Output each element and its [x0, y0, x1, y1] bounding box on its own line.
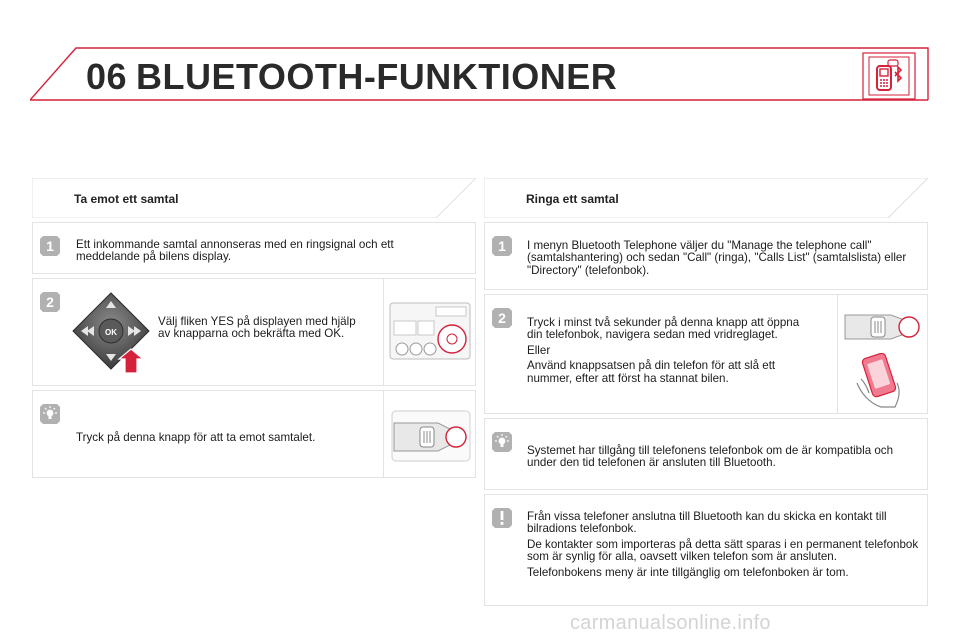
right-step-1-text: I menyn Bluetooth Telephone väljer du "Manage the telephone call" (samtalshantering) och sedan "Call" (ringa), "Calls List" (samtalslista) eller "Directory" (telefonbok). — [527, 239, 907, 277]
step-number-badge — [39, 291, 61, 313]
chapter-number: 06 — [86, 56, 128, 97]
exclamation-icon — [491, 507, 513, 529]
watermark: carmanualsonline.info — [570, 612, 771, 634]
left-step-2-text: Välj fliken YES på displayen med hjälp av knapparna och bekräfta med OK. — [158, 315, 356, 341]
left-section-heading: Ta emot ett samtal — [74, 192, 179, 206]
ok-label: OK — [105, 328, 117, 337]
lightbulb-icon — [39, 403, 61, 425]
navigation-pad-icon — [71, 291, 151, 373]
steering-stalk-icon — [390, 409, 472, 463]
step-number-badge — [39, 235, 61, 257]
step-number-badge — [491, 307, 513, 329]
step-number-badge — [491, 235, 513, 257]
left-tip-text: Tryck på denna knapp för att ta emot samtalet. — [76, 431, 316, 444]
phone-bluetooth-icon — [862, 52, 916, 100]
svg-text:2: 2 — [498, 310, 506, 326]
right-step-2-line-1: Tryck i minst två sekunder på denna knapp att öppna din telefonbok, navigera sedan med vridreglaget. — [527, 316, 800, 342]
right-step-2-line-3: Använd knappsatsen på din telefon för att slå ett nummer, efter att först ha stannat bilen. — [527, 359, 776, 385]
svg-text:2: 2 — [46, 294, 54, 310]
left-tip — [32, 390, 476, 478]
page-title: BLUETOOTH-FUNKTIONER — [136, 56, 618, 97]
right-step-2 — [484, 294, 928, 414]
left-step-1-text: Ett inkommande samtal annonseras med en ringsignal och ett meddelande på bilens display. — [76, 238, 394, 264]
left-step-1 — [32, 222, 476, 274]
right-step-2-line-2: Eller — [527, 343, 551, 357]
svg-text:1: 1 — [46, 238, 54, 254]
radio-unit-icon — [388, 301, 472, 361]
right-warning-line-1: Från vissa telefoner anslutna till Bluetooth kan du skicka en kontakt till bilradions telefonbok. — [527, 510, 887, 536]
right-step-1 — [484, 222, 928, 290]
right-warning — [484, 494, 928, 606]
right-warning-line-2: De kontakter som importeras på detta sätt sparas i en permanent telefonbok som är synlig för alla, oavsett vilken telefon som är ansluten. — [527, 537, 919, 564]
right-tip-text: Systemet har tillgång till telefonens telefonbok om de är kompatibla och under den tid telefonen är ansluten till Bluetooth. — [527, 444, 894, 470]
steering-stalk-icon — [843, 301, 925, 351]
hand-phone-icon — [851, 353, 913, 411]
right-tip — [484, 418, 928, 490]
svg-text:1: 1 — [498, 238, 506, 254]
right-warning-line-3: Telefonbokens meny är inte tillgänglig om telefonboken är tom. — [527, 565, 849, 579]
lightbulb-icon — [491, 431, 513, 453]
right-section-heading: Ringa ett samtal — [526, 192, 619, 206]
left-step-2 — [32, 278, 476, 386]
